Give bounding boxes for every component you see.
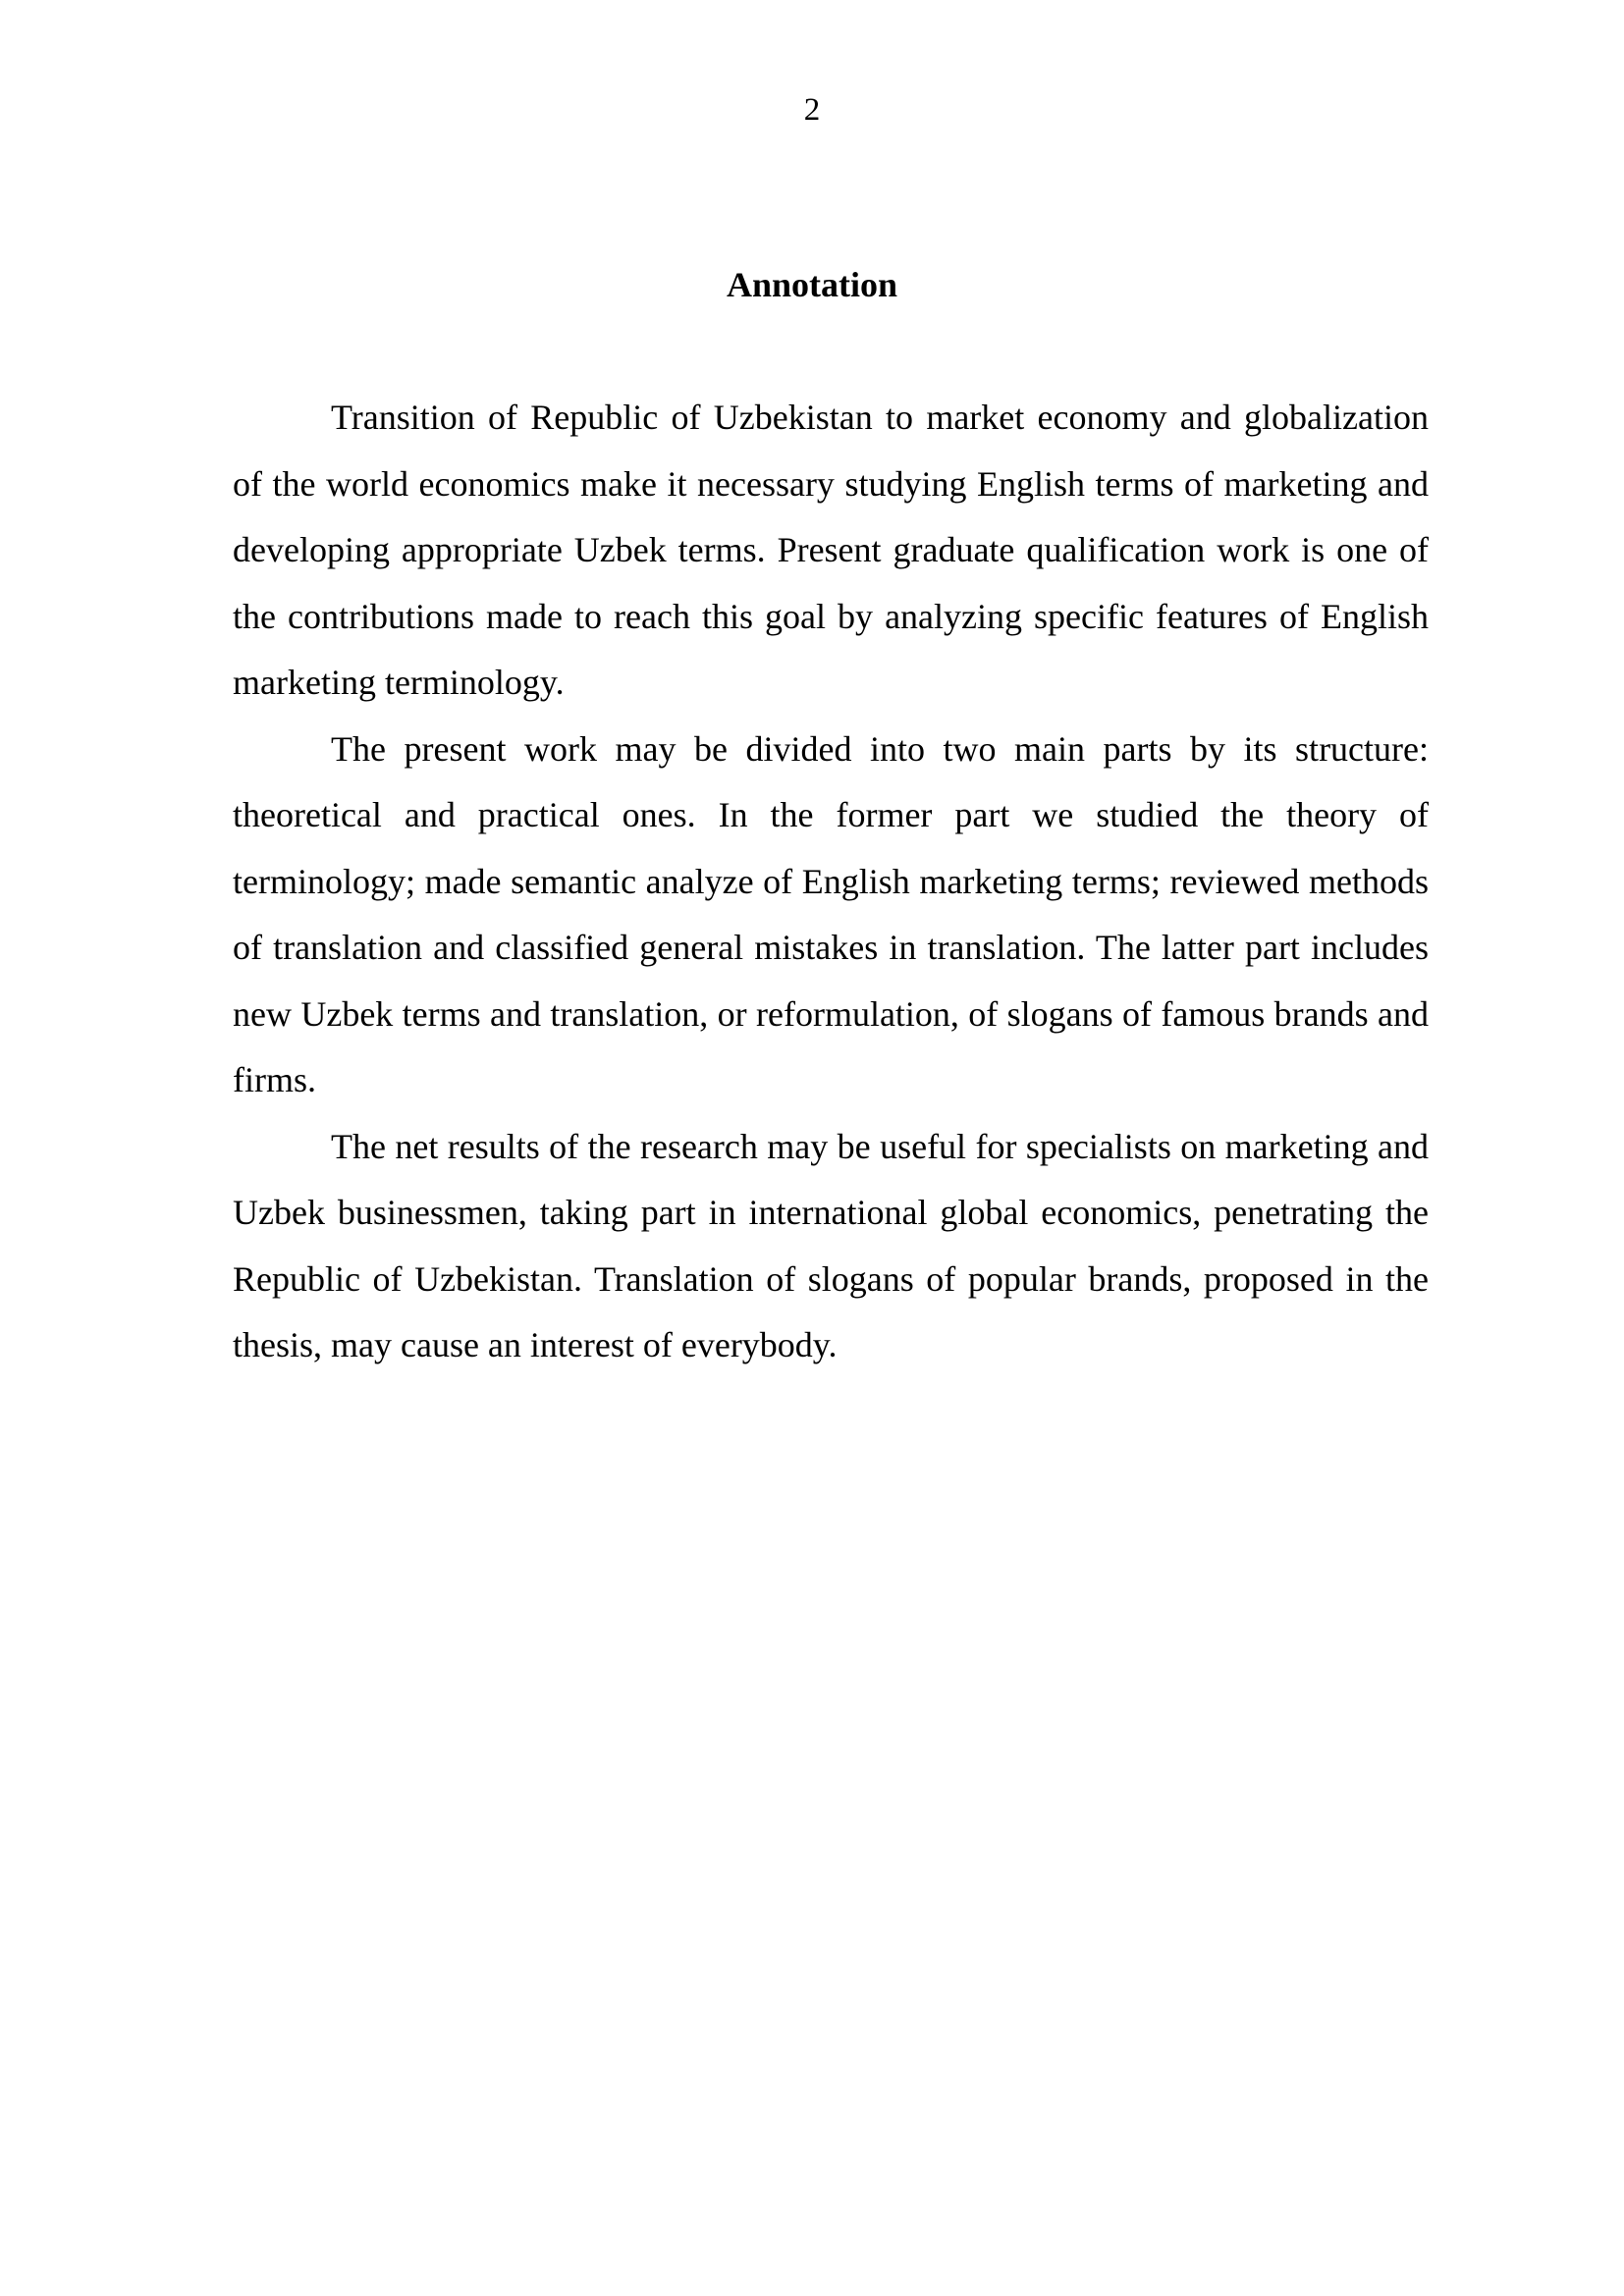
paragraph-1: Transition of Republic of Uzbekistan to market economy and globalization of the world economics make it necessary studying English terms of marketing and developing appropriate Uzbek terms. Present graduate qualification work is one of the contributions made to reach this goal by analyzing specific features of English marketing terminology. <box>233 398 1429 702</box>
page-title: Annotation <box>726 265 898 304</box>
paragraph-3: The net results of the research may be useful for specialists on marketing and Uzbek businessmen, taking part in international global economics, penetrating the Republic of Uzbekistan. Translation of slogans of popular brands, proposed in the thesis, may cause an interest of everybody. <box>233 1126 1429 1364</box>
paragraph-2: The present work may be divided into two main parts by its structure: theoretical and practical ones. In the former part we studied the theory of terminology; made semantic analyze of English marketing terms; reviewed methods of translation and classified general mistakes in translation. The latter part includes new Uzbek terms and translation, or reformulation, of slogans of famous brands and firms. <box>233 728 1429 1099</box>
annotation-body <box>233 385 1429 1379</box>
page-number: 2 <box>803 92 821 128</box>
